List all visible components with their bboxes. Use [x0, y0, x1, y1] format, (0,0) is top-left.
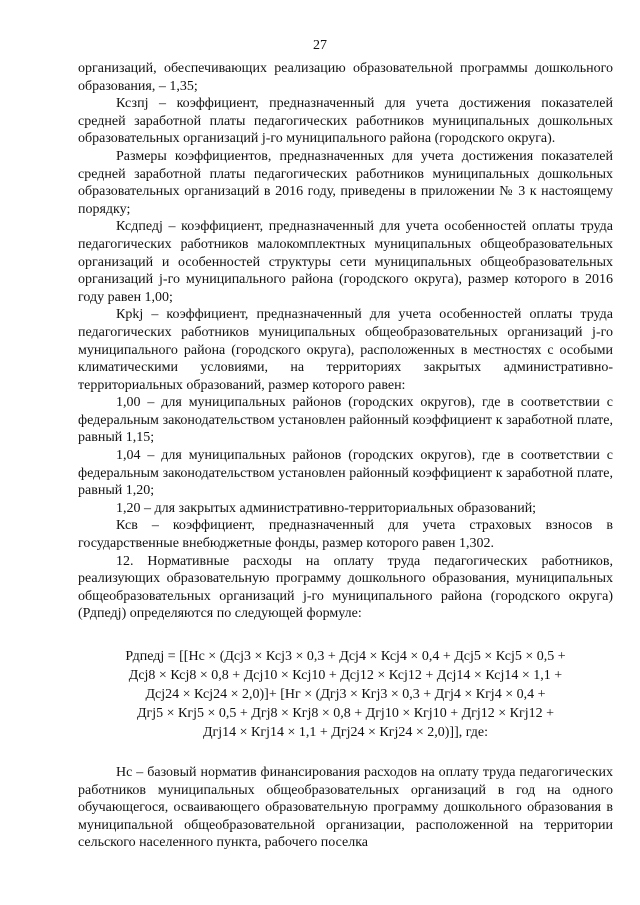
formula-line: Дсj24 × Ксj24 × 2,0)]+ [Нг × (Дгj3 × Кгj3 × 0,3 + Дгj4 × Кгj4 × 0,4 + — [145, 687, 546, 702]
paragraph-kszp: Ксзпj – коэффициент, предназначенный для учета достижения показателей средней заработной платы педагогических работников муниципальных дошкольных образовательных организаций j-го муниципального района (городского округа). — [78, 96, 613, 147]
paragraph-ksv: Ксв – коэффициент, предназначенный для учета страховых взносов в государственные внебюджетные фонды, размер которого равен 1,302. — [78, 518, 613, 552]
paragraph-krkj: Крkj – коэффициент, предназначенный для учета особенностей оплаты труда педагогических работников муниципальных общеобразовательных организаций j-го муниципального района (городского округа), расположенных в местностях с особыми климатическими условиями, на территориях закрытых административно-территориальных образований, размер которого равен: — [78, 307, 613, 393]
paragraph-continuation: организаций, обеспечивающих реализацию образовательной программы дошкольного образования, – 1,35; — [78, 61, 613, 94]
paragraph-rate-104: 1,04 – для муниципальных районов (городских округов), где в соответствии с федеральным законодательством установлен районный коэффициент к заработной плате, равный 1,20; — [78, 448, 613, 499]
formula-line: Рдпедj = [[Нс × (Дсj3 × Ксj3 × 0,3 + Дсj4 × Ксj4 × 0,4 + Дсj5 × Ксj5 × 0,5 + — [125, 649, 566, 664]
paragraph-rate-120: 1,20 – для закрытых административно-территориальных образований; — [116, 500, 537, 516]
paragraph-nc: Нс – базовый норматив финансирования расходов на оплату труда педагогических работников муниципальных общеобразовательных организаций в год на одного обучающегося, осваивающего образовательную программу дошкольного образования в муниципальной общеобразовательной организации, расположенной на территории сельского населенного пункта, рабочего поселка — [78, 765, 613, 851]
paragraph-ksdped: Ксдпедj – коэффициент, предназначенный для учета особенностей оплаты труда педагогических работников малокомплектных муниципальных общеобразовательных организаций и особенностей структуры сети муниципальных общеобразовательных организаций j-го муниципального района (городского округа), размер которого в 2016 году равен 1,00; — [78, 219, 613, 305]
formula-line: Дгj5 × Кгj5 × 0,5 + Дгj8 × Кгj8 × 0,8 + Дгj10 × Кгj10 + Дгj12 × Кгj12 + — [136, 706, 555, 721]
formula-line: Дсj8 × Ксj8 × 0,8 + Дсj10 × Ксj10 + Дсj12 × Ксj12 + Дсj14 × Ксj14 × 1,1 + — [128, 668, 563, 683]
paragraph-item-12: 12. Нормативные расходы на оплату труда педагогических работников, реализующих образовательную программу дошкольного образования, муниципальных общеобразовательных организаций j-го муниципального района (городского округа) (Рдпедj) определяются по следующей формуле: — [78, 553, 613, 622]
paragraph-coefficient-sizes: Размеры коэффициентов, предназначенных для учета достижения показателей средней заработной платы педагогических работников муниципальных дошкольных образовательных организаций в 2016 году, приведены в приложении № 3 к настоящему порядку; — [78, 148, 613, 217]
paragraph-rate-100: 1,00 – для муниципальных районов (городских округов), где в соответствии с федеральным законодательством установлен районный коэффициент к заработной плате, равный 1,15; — [78, 395, 613, 446]
formula — [78, 647, 613, 742]
document-body — [78, 60, 613, 852]
formula-line: Дгj14 × Кгj14 × 1,1 + Дгj24 × Кгj24 × 2,0)]], где: — [202, 725, 489, 740]
page-number: 27 — [313, 38, 327, 53]
